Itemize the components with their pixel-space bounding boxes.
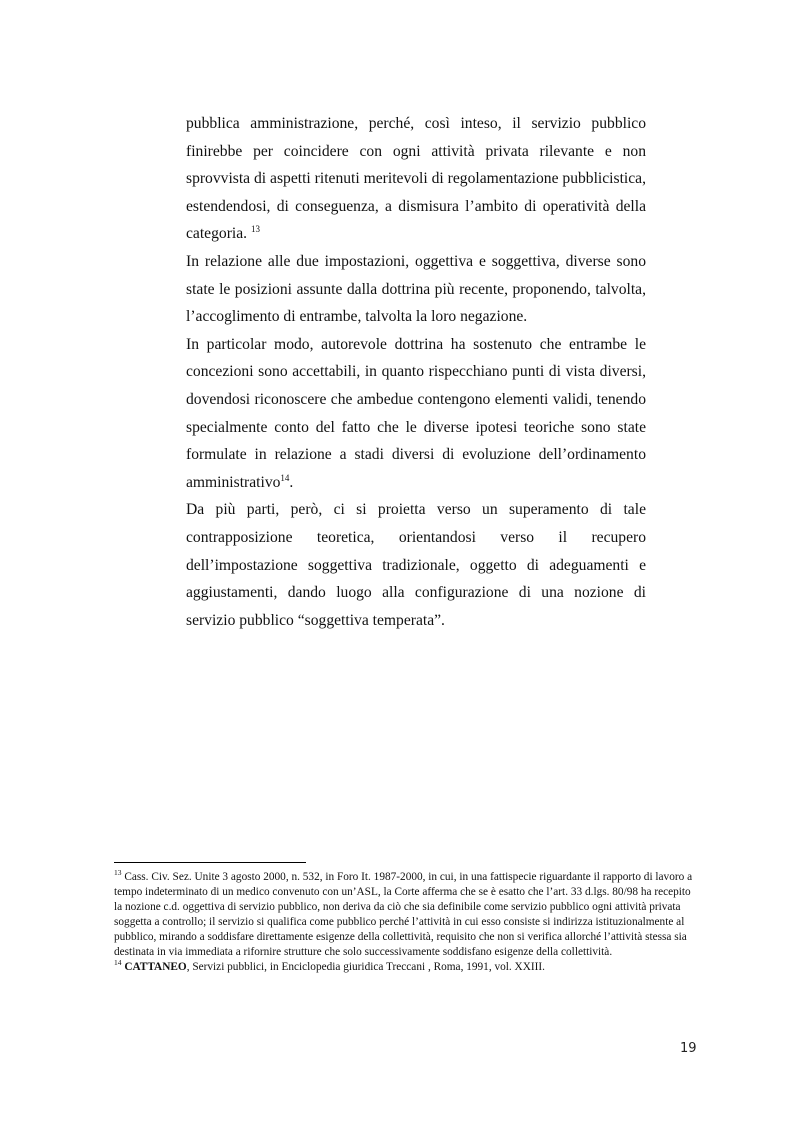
footnote-13 [114, 870, 694, 960]
paragraph-4 [186, 496, 646, 634]
footnote-14-author: CATTANEO [124, 961, 187, 973]
paragraph-3-end: . [289, 473, 294, 491]
paragraph-2-text: In relazione alle due impostazioni, oggettiva e soggettiva, diverse sono state le posizioni assunte dalla dottrina più recente, proponendo, talvolta, l’accoglimento di entrambe, talvolta la loro negazione. [186, 252, 646, 326]
paragraph-2 [186, 248, 646, 331]
page-number: 19 [680, 1041, 697, 1056]
footnote-ref-13[interactable]: 13 [250, 224, 260, 235]
paragraph-3-text: In particolar modo, autorevole dottrina ha sostenuto che entrambe le concezioni sono accettabili, in quanto rispecchiano punti di vista diversi, dovendosi riconoscere che ambedue contengono elementi validi, tenendo specialmente conto del fatto che le diverse ipotesi teoriche sono state formulate in relazione a stadi diversi di evoluzione dell’ordinamento amministrativo [186, 335, 646, 491]
footnote-ref-14[interactable]: 14 [280, 472, 290, 483]
paragraph-4-text: Da più parti, però, ci si proietta verso un superamento di tale contrapposizione teoretica, orientandosi verso il recupero dell’impostazione soggettiva tradizionale, oggetto di adeguamenti e aggiustamenti, dando luogo alla configurazione di una nozione di servizio pubblico “soggettiva temperata”. [186, 501, 646, 629]
paragraph-3 [186, 331, 646, 497]
paragraph-1 [186, 110, 646, 248]
footnote-13-text: Cass. Civ. Sez. Unite 3 agosto 2000, n. 532, in Foro It. 1987-2000, in cui, in una fattispecie riguardante il rapporto di lavoro a tempo indeterminato di un medico convenuto con un’ASL, la Corte afferma che se è esatto che l’art. 33 d.lgs. 80/98 ha recepito la nozione c.d. oggettiva di servizio pubblico, non deriva da ciò che sia definibile come servizio pubblico ogni attività privata soggetta a controllo; il servizio si qualifica come pubblico perché l’attività in cui esso consiste si indirizza istituzionalmente al pubblico, mirando a soddisfare direttamente esigenze della collettività, requisito che non si verifica allorché l’attività stessa sia destinata in via immediata a rifornire strutture che solo successivamente soddisfano esigenze della collettività. [114, 871, 693, 958]
main-text [186, 110, 646, 634]
footnote-14-text: , Servizi pubblici, in Enciclopedia giuridica Treccani , Roma, 1991, vol. XXIII. [186, 961, 545, 973]
footnote-separator [114, 862, 306, 863]
paragraph-1-text: pubblica amministrazione, perché, così inteso, il servizio pubblico finirebbe per coincidere con ogni attività privata rilevante e non sprovvista di aspetti ritenuti meritevoli di regolamentazione pubblicistica, estendendosi, di conseguenza, a dismisura l’ambito di operatività della categoria. [186, 115, 646, 243]
footnote-14-mark: 14 [114, 958, 122, 968]
footnote-14 [114, 960, 694, 975]
footnote-13-mark: 13 [114, 868, 122, 878]
footnotes [114, 870, 694, 975]
